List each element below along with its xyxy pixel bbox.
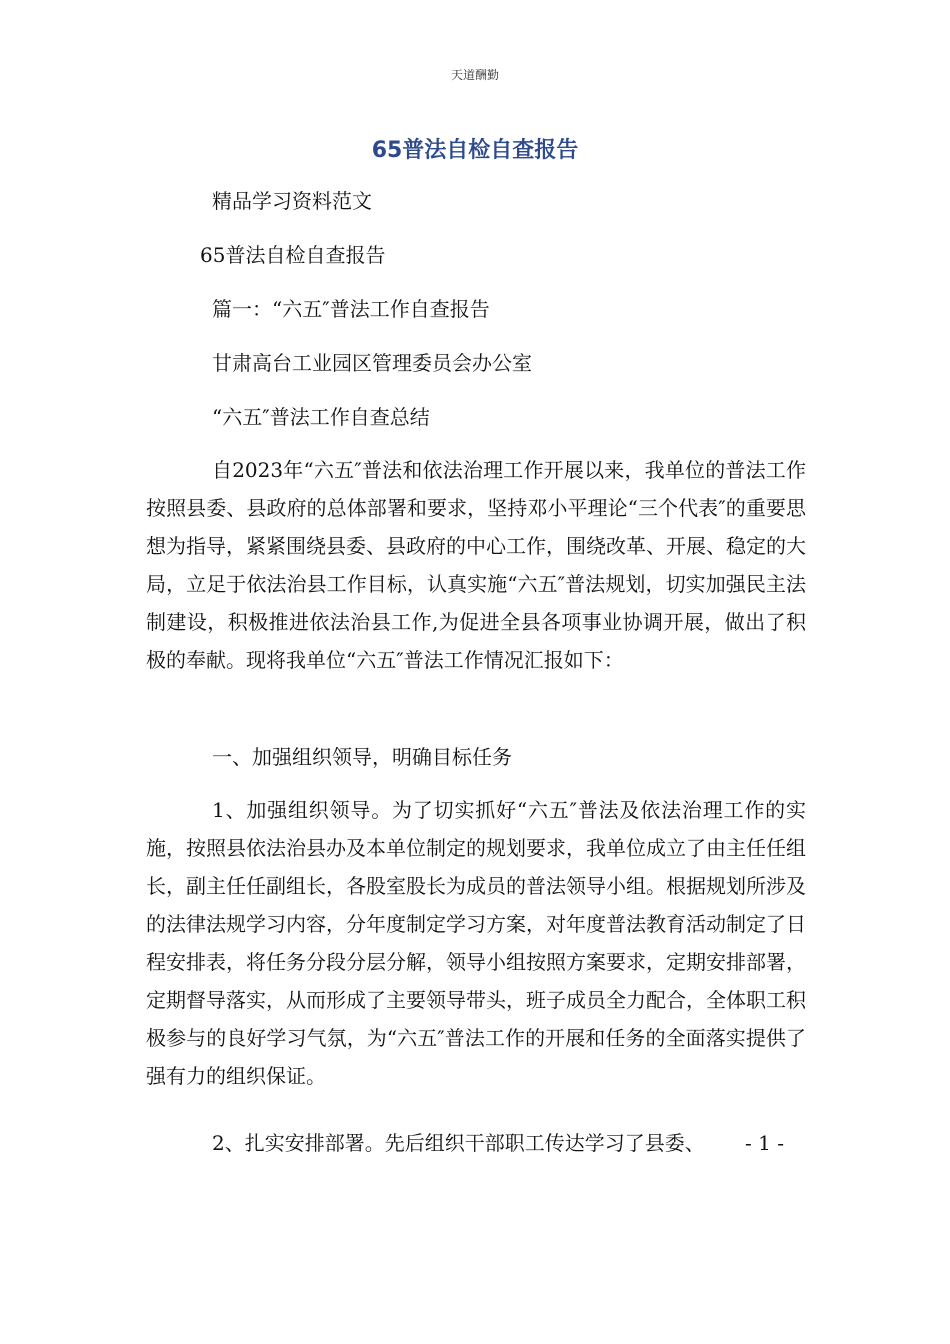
- page-header: 天道酬勤: [450, 68, 499, 82]
- summary-heading: “六五″普法工作自查总结: [212, 405, 430, 429]
- chapter-heading: 篇一：“六五″普法工作自查报告: [212, 297, 490, 321]
- paragraph-organization: 1、加强组织领导。为了切实抓好“六五″普法及依法治理工作的实施，按照县依法治县办及本单位制定的规划要求，我单位成立了由主任任组长，副主任任副组长，各股室股长为成员的普法领导小组。根据规划所涉及的法律法规学习内容，分年度制定学习方案，对年度普法教育活动制定了日程安排表，将任务分段分层分解，领导小组按照方案要求，定期安排部署，定期督导落实，从而形成了主要领导带头，班子成员全力配合，全体职工积极参与的良好学习气氛，为“六五″普法工作的开展和任务的全面落实提供了强有力的组织保证。: [146, 798, 806, 1088]
- document-title: 65普法自检自查报告: [371, 138, 579, 163]
- organization-name: 甘肃高台工业园区管理委员会办公室: [212, 351, 532, 375]
- page-number: - 1 -: [745, 1131, 784, 1155]
- subtitle-line: 精品学习资料范文: [212, 189, 372, 213]
- paragraph-intro: 自2023年“六五″普法和依法治理工作开展以来，我单位的普法工作按照县委、县政府的总体部署和要求，坚持邓小平理论“三个代表″的重要思想为指导，紧紧围绕县委、县政府的中心工作，围绕改革、开展、稳定的大局，立足于依法治县工作目标，认真实施“六五″普法规划，切实加强民主法制建设，积极推进依法治县工作,为促进全县各项事业协调开展，做出了积极的奉献。现将我单位“六五″普法工作情况汇报如下：: [146, 458, 806, 672]
- paragraph-deployment: 2、扎实安排部署。先后组织干部职工传达学习了县委、: [212, 1131, 705, 1155]
- report-title-line: 65普法自检自查报告: [200, 243, 386, 267]
- section-heading-1: 一、加强组织领导，明确目标任务: [212, 745, 512, 769]
